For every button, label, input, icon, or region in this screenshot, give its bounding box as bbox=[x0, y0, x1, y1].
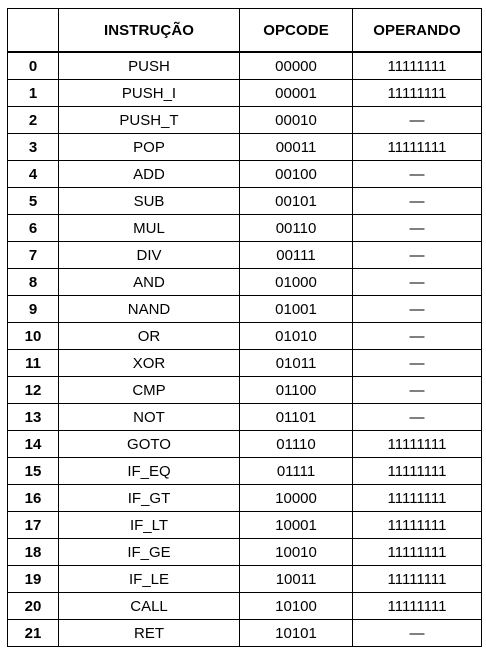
operand-cell: 11111111 bbox=[353, 539, 482, 566]
opcode-cell: 01111 bbox=[240, 458, 353, 485]
operand-cell: — bbox=[353, 377, 482, 404]
row-index-cell: 6 bbox=[8, 215, 59, 242]
operand-cell: 11111111 bbox=[353, 458, 482, 485]
instruction-cell: IF_LT bbox=[59, 512, 240, 539]
table-row bbox=[8, 215, 482, 242]
operand-cell: — bbox=[353, 242, 482, 269]
opcode-cell: 01100 bbox=[240, 377, 353, 404]
instruction-cell: GOTO bbox=[59, 431, 240, 458]
opcode-cell: 01101 bbox=[240, 404, 353, 431]
instruction-cell: IF_LE bbox=[59, 566, 240, 593]
instruction-cell: XOR bbox=[59, 350, 240, 377]
operand-cell: — bbox=[353, 323, 482, 350]
table-row bbox=[8, 458, 482, 485]
opcode-cell: 00101 bbox=[240, 188, 353, 215]
table-header bbox=[8, 9, 482, 53]
instruction-cell: OR bbox=[59, 323, 240, 350]
instruction-cell: RET bbox=[59, 620, 240, 647]
operand-cell: — bbox=[353, 269, 482, 296]
row-index-cell: 21 bbox=[8, 620, 59, 647]
table-row bbox=[8, 566, 482, 593]
opcode-cell: 10101 bbox=[240, 620, 353, 647]
opcode-cell: 10001 bbox=[240, 512, 353, 539]
row-index-cell: 1 bbox=[8, 80, 59, 107]
row-index-cell: 11 bbox=[8, 350, 59, 377]
row-index-cell: 10 bbox=[8, 323, 59, 350]
instruction-cell: PUSH bbox=[59, 52, 240, 80]
row-index-cell: 2 bbox=[8, 107, 59, 134]
operand-cell: — bbox=[353, 161, 482, 188]
operand-cell: 11111111 bbox=[353, 485, 482, 512]
opcode-cell: 01010 bbox=[240, 323, 353, 350]
table-row bbox=[8, 512, 482, 539]
row-index-cell: 9 bbox=[8, 296, 59, 323]
row-index-cell: 3 bbox=[8, 134, 59, 161]
instruction-cell: CALL bbox=[59, 593, 240, 620]
row-index-cell: 18 bbox=[8, 539, 59, 566]
opcode-cell: 10000 bbox=[240, 485, 353, 512]
operand-cell: — bbox=[353, 404, 482, 431]
operand-cell: — bbox=[353, 620, 482, 647]
opcode-cell: 00100 bbox=[240, 161, 353, 188]
table-row bbox=[8, 377, 482, 404]
table-row bbox=[8, 296, 482, 323]
opcode-cell: 01110 bbox=[240, 431, 353, 458]
opcode-cell: 00110 bbox=[240, 215, 353, 242]
table-row bbox=[8, 485, 482, 512]
operand-cell: 11111111 bbox=[353, 52, 482, 80]
instruction-cell: CMP bbox=[59, 377, 240, 404]
operand-cell: — bbox=[353, 215, 482, 242]
instruction-header: INSTRUÇÃO bbox=[59, 9, 240, 53]
row-index-cell: 14 bbox=[8, 431, 59, 458]
operand-header: OPERANDO bbox=[353, 9, 482, 53]
instruction-cell: PUSH_T bbox=[59, 107, 240, 134]
instruction-cell: MUL bbox=[59, 215, 240, 242]
table-row bbox=[8, 323, 482, 350]
opcode-cell: 00011 bbox=[240, 134, 353, 161]
opcode-cell: 01011 bbox=[240, 350, 353, 377]
operand-cell: 11111111 bbox=[353, 512, 482, 539]
opcode-cell: 01000 bbox=[240, 269, 353, 296]
row-index-cell: 15 bbox=[8, 458, 59, 485]
operand-cell: — bbox=[353, 296, 482, 323]
opcode-cell: 00010 bbox=[240, 107, 353, 134]
row-index-cell: 8 bbox=[8, 269, 59, 296]
instruction-cell: IF_EQ bbox=[59, 458, 240, 485]
operand-cell: 11111111 bbox=[353, 80, 482, 107]
table-row bbox=[8, 107, 482, 134]
table-row bbox=[8, 350, 482, 377]
row-index-cell: 20 bbox=[8, 593, 59, 620]
instruction-cell: POP bbox=[59, 134, 240, 161]
opcode-cell: 00000 bbox=[240, 52, 353, 80]
instruction-cell: NAND bbox=[59, 296, 240, 323]
row-index-cell: 19 bbox=[8, 566, 59, 593]
instruction-cell: NOT bbox=[59, 404, 240, 431]
row-index-cell: 4 bbox=[8, 161, 59, 188]
instruction-cell: SUB bbox=[59, 188, 240, 215]
table-row bbox=[8, 52, 482, 80]
index-header bbox=[8, 9, 59, 53]
header-row bbox=[8, 9, 482, 53]
table-row bbox=[8, 161, 482, 188]
table-row bbox=[8, 431, 482, 458]
row-index-cell: 13 bbox=[8, 404, 59, 431]
instruction-cell: PUSH_I bbox=[59, 80, 240, 107]
table-row bbox=[8, 134, 482, 161]
table-row bbox=[8, 80, 482, 107]
opcode-cell: 01001 bbox=[240, 296, 353, 323]
opcode-cell: 10010 bbox=[240, 539, 353, 566]
instruction-cell: DIV bbox=[59, 242, 240, 269]
instruction-cell: IF_GT bbox=[59, 485, 240, 512]
opcode-cell: 00111 bbox=[240, 242, 353, 269]
row-index-cell: 12 bbox=[8, 377, 59, 404]
table-row bbox=[8, 593, 482, 620]
operand-cell: 11111111 bbox=[353, 566, 482, 593]
instruction-table bbox=[7, 8, 482, 647]
operand-cell: 11111111 bbox=[353, 134, 482, 161]
opcode-cell: 00001 bbox=[240, 80, 353, 107]
row-index-cell: 16 bbox=[8, 485, 59, 512]
opcode-cell: 10100 bbox=[240, 593, 353, 620]
table-row bbox=[8, 404, 482, 431]
operand-cell: 11111111 bbox=[353, 593, 482, 620]
table-row bbox=[8, 539, 482, 566]
table-row bbox=[8, 620, 482, 647]
operand-cell: — bbox=[353, 107, 482, 134]
table-row bbox=[8, 188, 482, 215]
opcode-header: OPCODE bbox=[240, 9, 353, 53]
row-index-cell: 7 bbox=[8, 242, 59, 269]
table-row bbox=[8, 242, 482, 269]
row-index-cell: 0 bbox=[8, 52, 59, 80]
table-row bbox=[8, 269, 482, 296]
instruction-cell: IF_GE bbox=[59, 539, 240, 566]
instruction-cell: AND bbox=[59, 269, 240, 296]
opcode-cell: 10011 bbox=[240, 566, 353, 593]
row-index-cell: 5 bbox=[8, 188, 59, 215]
instruction-cell: ADD bbox=[59, 161, 240, 188]
operand-cell: 11111111 bbox=[353, 431, 482, 458]
table-body bbox=[8, 52, 482, 647]
operand-cell: — bbox=[353, 350, 482, 377]
row-index-cell: 17 bbox=[8, 512, 59, 539]
operand-cell: — bbox=[353, 188, 482, 215]
